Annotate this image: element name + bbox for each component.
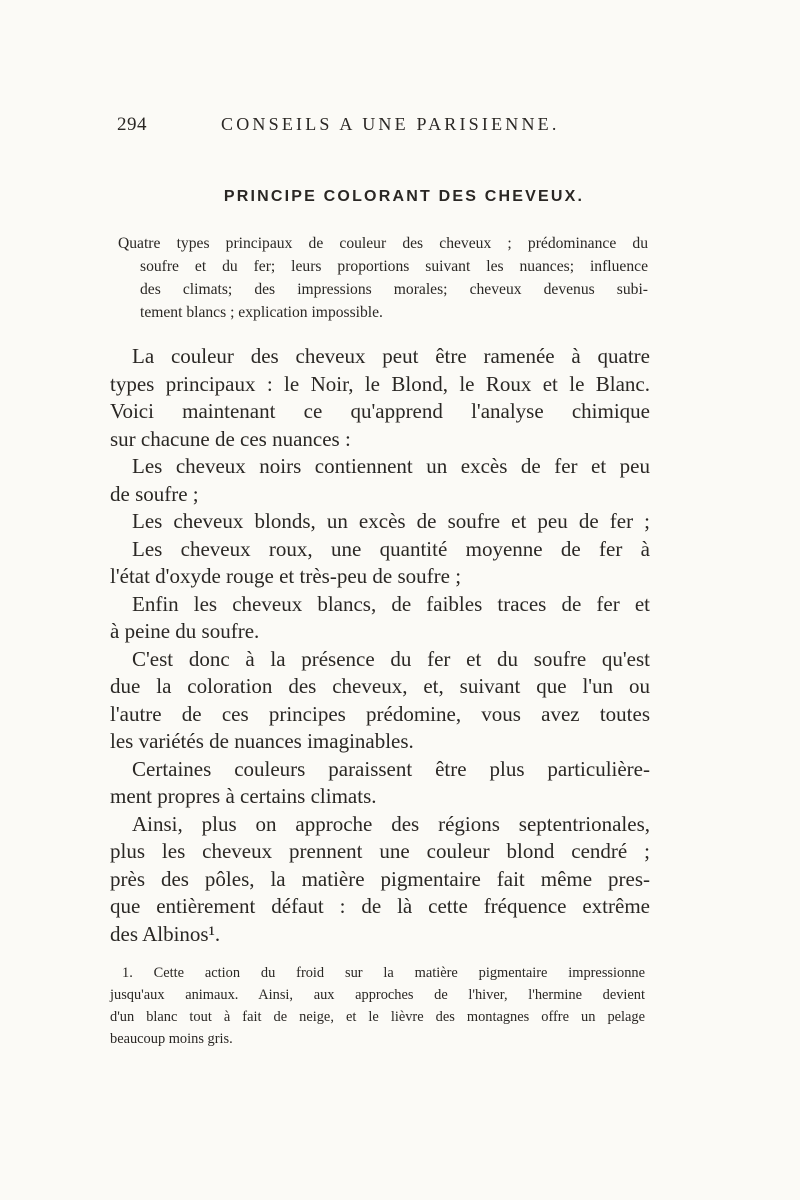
- body-line: des Albinos¹.: [110, 921, 221, 946]
- body-line: ment propres à certains climats.: [110, 784, 377, 808]
- body-line: Enfin les cheveux blancs, de faibles traces de fer et: [132, 591, 650, 616]
- summary-line: Quatre types principaux de couleur des cheveux ; prédominance du: [118, 235, 648, 252]
- body-line: Les cheveux noirs contiennent un excès de fer et peu: [132, 454, 650, 478]
- body-line: C'est donc à la présence du fer et du soufre qu'est: [132, 646, 650, 671]
- body-line: Les cheveux blonds, un excès de soufre et peu de fer ;: [132, 509, 650, 533]
- chapter-summary: [118, 232, 648, 324]
- footnote-line: jusqu'aux animaux. Ainsi, aux approches de l'hiver, l'hermine devient: [110, 987, 645, 1003]
- footnote-line: 1. Cette action du froid sur la matière pigmentaire impressionne: [122, 965, 645, 981]
- body-line: près des pôles, la matière pigmentaire fait même pres-: [110, 866, 650, 891]
- body-line: Voici maintenant ce qu'apprend l'analyse chimique: [110, 399, 650, 423]
- section-title: PRINCIPE COLORANT DES CHEVEUX.: [223, 188, 585, 205]
- running-head: [117, 114, 647, 140]
- body-line: plus les cheveux prennent une couleur blond cendré ;: [110, 839, 650, 863]
- summary-line: tement blancs ; explication impossible.: [140, 304, 383, 321]
- body-line: l'autre de ces principes prédomine, vous avez toutes: [110, 701, 650, 726]
- footnote-line: d'un blanc tout à fait de neige, et le lièvre des montagnes offre un pelage: [110, 1009, 645, 1025]
- body-line: Ainsi, plus on approche des régions septentrionales,: [132, 811, 650, 836]
- summary-line: des climats; des impressions morales; cheveux devenus subi-: [140, 281, 648, 298]
- body-line: l'état d'oxyde rouge et très-peu de soufre ;: [110, 564, 462, 588]
- body-line: sur chacune de ces nuances :: [110, 426, 351, 451]
- body-text: [110, 343, 650, 948]
- body-line: à peine du soufre.: [110, 619, 260, 643]
- body-line: Les cheveux roux, une quantité moyenne de fer à: [132, 536, 650, 561]
- body-line: due la coloration des cheveux, et, suivant que l'un ou: [110, 674, 650, 698]
- body-line: La couleur des cheveux peut être ramenée à quatre: [132, 344, 650, 368]
- footnote: [110, 962, 645, 1050]
- body-line: de soufre ;: [110, 481, 199, 506]
- body-line: Certaines couleurs paraissent être plus particulière-: [132, 756, 650, 781]
- summary-line: soufre et du fer; leurs proportions suivant les nuances; influence: [140, 258, 648, 275]
- body-line: que entièrement défaut : de là cette fréquence extrême: [110, 894, 650, 918]
- page-number: 294: [117, 114, 147, 135]
- body-line: types principaux : le Noir, le Blond, le Roux et le Blanc.: [110, 371, 650, 396]
- running-title: CONSEILS A UNE PARISIENNE.: [221, 114, 560, 134]
- footnote-line: beaucoup moins gris.: [110, 1031, 233, 1047]
- body-line: les variétés de nuances imaginables.: [110, 729, 414, 753]
